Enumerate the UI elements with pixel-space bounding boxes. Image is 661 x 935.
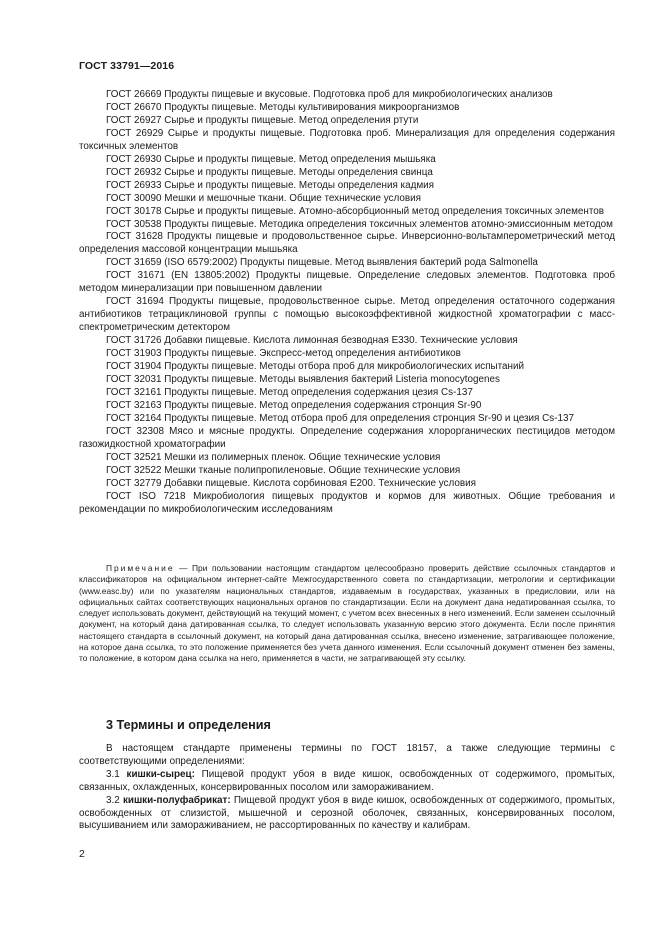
reference-item: ГОСТ 31904 Продукты пищевые. Методы отбора проб для микробиологических испытаний	[106, 361, 525, 373]
reference-item: ГОСТ 31628 Продукты пищевые и продовольственное сырье. Инверсионно-вольтамперометрический метод определения массовой концентрации мышьяка	[79, 231, 615, 256]
reference-item: ГОСТ 31671 (EN 13805:2002) Продукты пищевые. Определение следовых элементов. Подготовка проб методом минерализации при повышенном давлении	[79, 270, 615, 295]
definition-text: Пищевой продукт убоя в виде кишок, освобожденных от содержимого, промытых, связанных, охлажденных, консервированных посолом или замораживанием.	[79, 768, 615, 793]
section-title: 3 Термины и определения	[106, 718, 271, 732]
reference-item: ГОСТ 32163 Продукты пищевые. Метод определения содержания стронция Sr-90	[106, 399, 482, 411]
definition-term: кишки-сырец:	[126, 768, 195, 780]
note-label: Примечание	[106, 563, 175, 573]
reference-item: ГОСТ ISO 7218 Микробиология пищевых продуктов и кормов для животных. Общие требования и рекомендации по микробиологическим исследованиям	[79, 490, 615, 515]
definition-number: 3.2	[106, 794, 120, 806]
reference-item: ГОСТ 32521 Мешки из полимерных пленок. Общие технические условия	[106, 451, 441, 463]
reference-item: ГОСТ 32164 Продукты пищевые. Метод отбора проб для определения стронция Sr-90 и цезия Cs-137	[106, 412, 574, 424]
reference-item: ГОСТ 26933 Сырье и продукты пищевые. Методы определения кадмия	[106, 179, 434, 191]
reference-item: ГОСТ 26669 Продукты пищевые и вкусовые. Подготовка проб для микробиологических анализов	[106, 89, 553, 100]
intro-paragraph: В настоящем стандарте применены термины по ГОСТ 18157, а также следующие термины с соответствующими определениями:	[79, 743, 615, 767]
reference-item: ГОСТ 26932 Сырье и продукты пищевые. Методы определения свинца	[106, 166, 433, 178]
note-block	[79, 563, 615, 665]
page-number: 2	[79, 848, 85, 860]
reference-item: ГОСТ 32161 Продукты пищевые. Метод определения содержания цезия Cs-137	[106, 386, 473, 398]
definition-item	[79, 795, 615, 834]
document-header: ГОСТ 33791—2016	[79, 60, 175, 72]
reference-item: ГОСТ 32308 Мясо и мясные продукты. Определение содержания хлорорганических пестицидов методом газожидкостной хроматографии	[79, 425, 615, 450]
definition-term: кишки-полуфабрикат:	[122, 794, 231, 806]
note-paragraph	[79, 563, 615, 665]
reference-item: ГОСТ 31659 (ISO 6579:2002) Продукты пищевые. Метод выявления бактерий рода Salmonella	[106, 257, 538, 269]
reference-item: ГОСТ 31694 Продукты пищевые, продовольственное сырье. Метод определения остаточного содержания антибиотиков тетрациклиновой группы с помощью высокоэффективной жидкостной хроматографии с масс-спектрометрическим детектором	[79, 296, 615, 334]
reference-item: ГОСТ 26930 Сырье и продукты пищевые. Метод определения мышьяка	[106, 153, 436, 165]
reference-item: ГОСТ 32779 Добавки пищевые. Кислота сорбиновая Е200. Технические условия	[106, 477, 476, 489]
normative-references-list	[79, 89, 615, 516]
reference-item: ГОСТ 26670 Продукты пищевые. Методы культивирования микроорганизмов	[106, 101, 460, 113]
reference-item: ГОСТ 30538 Продукты пищевые. Методика определения токсичных элементов атомно-эмиссионным методом	[106, 218, 613, 230]
reference-item: ГОСТ 26929 Сырье и продукты пищевые. Подготовка проб. Минерализация для определения содержания токсичных элементов	[79, 127, 615, 152]
note-text: — При пользовании настоящим стандартом целесообразно проверить действие ссылочных стандартов и классификаторов на официальном интернет-сайте Межгосударственного совета по стандартизации, метрологии и сертификации (www.easc.by) или по указателям национальных стандартов, издаваемым в государствах, указанных в предисловии, или на официальных сайтах соответствующих национальных органов по стандартизации. Если на документ дана недатированная ссылка, то следует использовать документ, действующий на текущий момент, с учетом всех внесенных в него изменений. Если заменен ссылочный документ, на который дана датированная ссылка, то следует использовать указанную версию этого документа. Если после принятия настоящего стандарта в ссылочный документ, на который дана датированная ссылка, внесено изменение, затрагивающее положение, на которое дана ссылка, то это положение применяется без учета данного изменения. Если ссылочный документ отменен без замены, то положение, в котором дана ссылка на него, применяется в части, не затрагивающей эту ссылку.	[79, 563, 615, 664]
definition-text: Пищевой продукт убоя в виде кишок, освобожденных от содержимого, промытых, освобожденных от слизистой, мышечной и серозной оболочек, связанных, консервированных посолом, высушиванием или замораживанием, не рассортированных по качеству и калибрам.	[79, 794, 615, 832]
definition-item	[79, 769, 615, 795]
reference-item: ГОСТ 30090 Мешки и мешочные ткани. Общие технические условия	[106, 192, 421, 204]
definition-number: 3.1	[106, 768, 120, 780]
definitions-block	[79, 743, 615, 833]
reference-item: ГОСТ 32031 Продукты пищевые. Методы выявления бактерий Listeria monocytogenes	[106, 373, 500, 385]
reference-item: ГОСТ 30178 Сырье и продукты пищевые. Атомно-абсорбционный метод определения токсичных элементов	[106, 205, 604, 217]
reference-item: ГОСТ 32522 Мешки тканые полипропиленовые. Общие технические условия	[106, 464, 461, 476]
reference-item: ГОСТ 31726 Добавки пищевые. Кислота лимонная безводная Е330. Технические условия	[106, 335, 518, 347]
reference-item: ГОСТ 31903 Продукты пищевые. Экспресс-метод определения антибиотиков	[106, 348, 461, 360]
reference-item: ГОСТ 26927 Сырье и продукты пищевые. Метод определения ртути	[106, 114, 419, 126]
